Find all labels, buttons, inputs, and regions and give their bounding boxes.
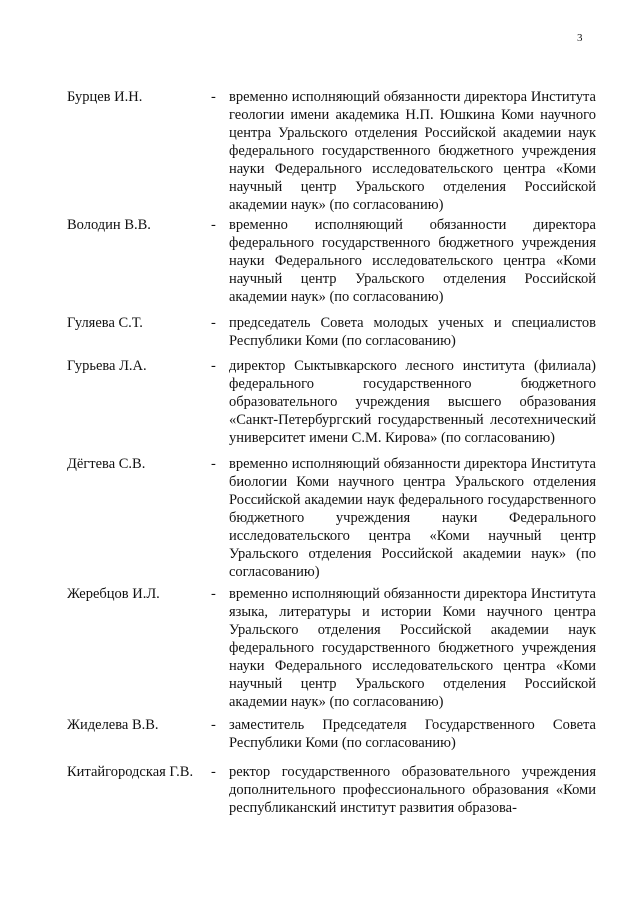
member-description: временно исполняющий обязанности директора Института геологии имени академика Н.П. Юшкина Коми научного центра Уральского отделения Российской академии наук федерального государственного бюджетного учреждения науки Федерального исследовательского центра «Коми научный центр Уральского отделения Российской академии наук» (по согласованию) bbox=[229, 89, 596, 213]
member-name: Бурцев И.Н. bbox=[67, 89, 143, 105]
dash-separator: - bbox=[211, 315, 216, 331]
member-name: Дёгтева С.В. bbox=[67, 456, 146, 472]
member-name: Китайгородская Г.В. bbox=[67, 764, 194, 780]
dash-separator: - bbox=[211, 456, 216, 472]
dash-separator: - bbox=[211, 586, 216, 602]
member-name: Гурьева Л.А. bbox=[67, 358, 147, 374]
member-description: председатель Совета молодых ученых и специалистов Республики Коми (по согласованию) bbox=[229, 315, 596, 349]
dash-separator: - bbox=[211, 89, 216, 105]
member-description: директор Сыктывкарского лесного института (филиала) федерального государственного бюджетного образовательного учреждения высшего образования «Санкт-Петербургский государственный лесотехнический университет имени С.М. Кирова» (по согласованию) bbox=[229, 358, 596, 446]
dash-separator: - bbox=[211, 217, 216, 233]
member-description: временно исполняющий обязанности директора федерального государственного бюджетного учреждения науки Федерального исследовательского центра «Коми научный центр Уральского отделения Российской академии наук» (по согласованию) bbox=[229, 217, 596, 305]
member-description: временно исполняющий обязанности директора Института языка, литературы и истории Коми научного центра Уральского отделения Российской академии наук федерального государственного бюджетного учреждения науки Федерального исследовательского центра «Коми научный центр Уральского отделения Российской академии наук» (по согласованию) bbox=[229, 586, 596, 710]
member-description: заместитель Председателя Государственного Совета Республики Коми (по согласованию) bbox=[229, 717, 596, 751]
page-number: 3 bbox=[577, 32, 583, 44]
dash-separator: - bbox=[211, 717, 216, 733]
dash-separator: - bbox=[211, 358, 216, 374]
member-name: Жиделева В.В. bbox=[67, 717, 159, 733]
member-description: временно исполняющий обязанности директора Института биологии Коми научного центра Уральского отделения Российской академии наук федерального государственного бюджетного учреждения науки Федерального исследовательского центра «Коми научный центр Уральского отделения Российской академии наук» (по согласованию) bbox=[229, 456, 596, 580]
member-name: Жеребцов И.Л. bbox=[67, 586, 160, 602]
member-name: Володин В.В. bbox=[67, 217, 151, 233]
member-name: Гуляева С.Т. bbox=[67, 315, 143, 331]
dash-separator: - bbox=[211, 764, 216, 780]
member-description: ректор государственного образовательного учреждения дополнительного профессионального образования «Коми республиканский институт развития образова- bbox=[229, 764, 596, 816]
